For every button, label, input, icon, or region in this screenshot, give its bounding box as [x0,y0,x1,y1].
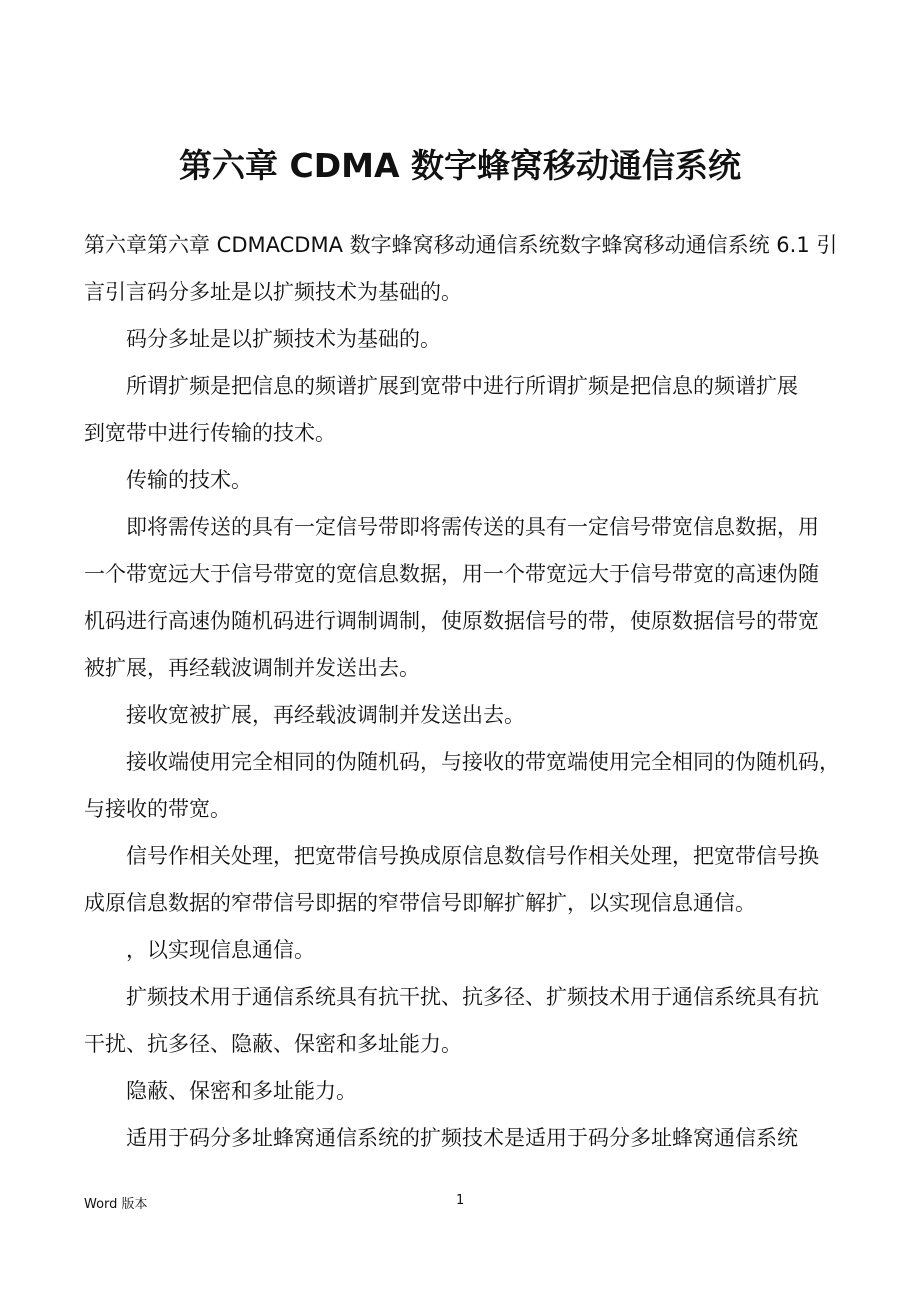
text-line: 所谓扩频是把信息的频谱扩展到宽带中进行所谓扩频是把信息的频谱扩展 [126,374,798,398]
text-line: 适用于码分多址蜂窝通信系统的扩频技术是适用于码分多址蜂窝通信系统 [126,1126,798,1150]
text-line: 传输的技术。 [126,468,252,492]
text-line: 到宽带中进行传输的技术。 [84,421,336,445]
text-line: 接收端使用完全相同的伪随机码，与接收的带宽端使用完全相同的伪随机码， [126,750,840,774]
text-line: 第六章第六章 CDMACDMA 数字蜂窝移动通信系统数字蜂窝移动通信系统 6.1 引 [84,233,838,257]
page-number: 1 [456,1193,465,1208]
document-title: 第六章 CDMA 数字蜂窝移动通信系统 [179,146,741,185]
text-line: 信号作相关处理，把宽带信号换成原信息数信号作相关处理，把宽带信号换 [126,844,819,868]
text-line: 干扰、抗多径、隐蔽、保密和多址能力。 [84,1032,462,1056]
text-line: 成原信息数据的窄带信号即据的窄带信号即解扩解扩，以实现信息通信。 [84,891,756,915]
footer-label: Word 版本 [84,1197,148,1212]
text-line: 接收宽被扩展，再经载波调制并发送出去。 [126,703,525,727]
text-line: 言引言码分多址是以扩频技术为基础的。 [84,280,462,304]
text-line: 与接收的带宽。 [84,797,231,821]
text-line: 码分多址是以扩频技术为基础的。 [126,327,441,351]
text-line: 隐蔽、保密和多址能力。 [126,1079,357,1103]
text-line: ，以实现信息通信。 [126,938,315,962]
document-body [84,222,844,1162]
text-line: 机码进行高速伪随机码进行调制调制，使原数据信号的带，使原数据信号的带宽 [84,609,819,633]
text-line: 一个带宽远大于信号带宽的宽信息数据，用一个带宽远大于信号带宽的高速伪随 [84,562,819,586]
text-line: 被扩展，再经载波调制并发送出去。 [84,656,420,680]
text-line: 扩频技术用于通信系统具有抗干扰、抗多径、扩频技术用于通信系统具有抗 [126,985,819,1009]
text-line: 即将需传送的具有一定信号带即将需传送的具有一定信号带宽信息数据，用 [126,515,819,539]
